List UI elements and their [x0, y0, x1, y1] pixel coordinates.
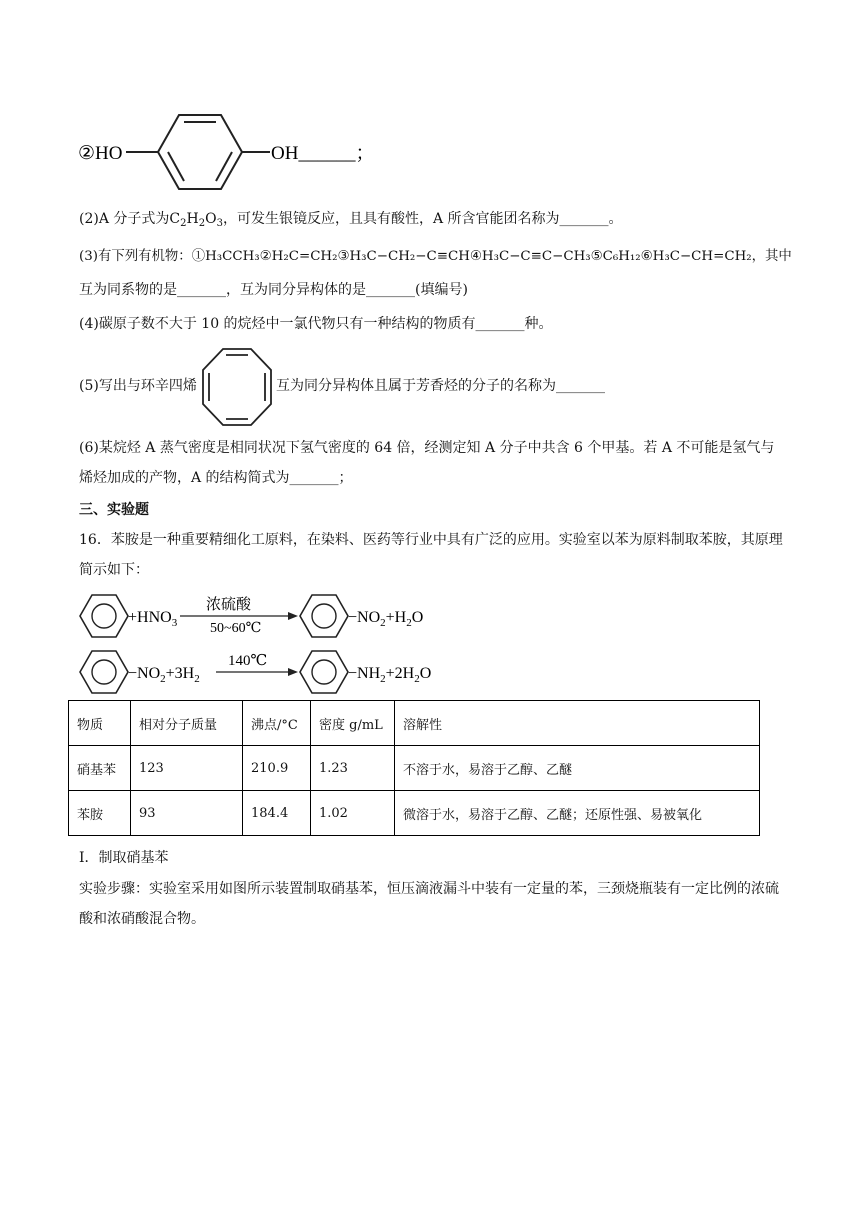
- table-cell: 210.9: [243, 746, 311, 791]
- reaction-1: [76, 592, 456, 642]
- table-cell: 93: [131, 791, 243, 836]
- table-row: [69, 746, 760, 791]
- item2-suffix: OH______；: [271, 143, 375, 164]
- header-cell: 沸点/°C: [243, 701, 311, 746]
- section-I-title: I．制取硝基苯: [79, 850, 169, 866]
- q15-part2-a: (2)A 分子式为: [79, 211, 170, 227]
- table-cell: 1.02: [311, 791, 395, 836]
- table-header-row: [69, 701, 760, 746]
- item2-prefix: ②HO: [78, 143, 123, 164]
- q16-steps: 实验步骤：实验室采用如图所示装置制取硝基苯，恒压滴液漏斗中装有一定量的苯，三颈烧瓶装有一定比例的浓硫酸和浓硝酸混合物。: [79, 881, 779, 927]
- section-title: 三、实验题: [79, 502, 149, 518]
- rxn1-condition-bottom: 50~60℃: [210, 621, 262, 636]
- q15-part5-a: (5)写出与环辛四烯: [79, 378, 197, 394]
- q15-part2-formula: $C_2H_2O_3$: [169, 211, 223, 229]
- q15-part3-line2: 互为同系物的是_______，互为同分异构体的是_______(填编号): [79, 282, 468, 298]
- q15-part2: [79, 209, 623, 229]
- q16-intro: 16．苯胺是一种重要精细化工原料，在染料、医药等行业中具有广泛的应用。实验室以苯为原料制取苯胺，其原理简示如下：: [79, 532, 783, 578]
- rxn1-product: $-NO_2+H_2O$: [348, 609, 424, 629]
- q15-part5-b: 互为同分异构体且属于芳香烃的分子的名称为_______: [276, 378, 605, 394]
- q15-part2-b: ，可发生银镜反应，且具有酸性，A 所含官能团名称为_______。: [222, 211, 623, 227]
- table-cell: 苯胺: [69, 791, 131, 836]
- rxn1-condition-top: 浓硫酸: [206, 597, 252, 613]
- reaction-2: [76, 648, 456, 698]
- header-cell: 密度 g/mL: [311, 701, 395, 746]
- header-cell: 物质: [69, 701, 131, 746]
- q15-part4: (4)碳原子数不大于 10 的烷烃中一氯代物只有一种结构的物质有_______种。: [79, 316, 553, 332]
- rxn1-reagent: $+HNO_3$: [128, 609, 178, 629]
- table-cell: 123: [131, 746, 243, 791]
- header-cell: 溶解性: [395, 701, 760, 746]
- table-cell: 1.23: [311, 746, 395, 791]
- table-cell: 184.4: [243, 791, 311, 836]
- rxn2-product: $-NH_2+2H_2O$: [348, 665, 432, 685]
- hydroquinone-structure: [76, 105, 396, 195]
- rxn2-reagent: $-NO_2+3H_2$: [128, 665, 200, 685]
- properties-table: [68, 700, 760, 836]
- q15-part6: (6)某烷烃 A 蒸气密度是相同状况下氢气密度的 64 倍，经测定知 A 分子中共含 6 个甲基。若 A 不可能是氢气与烯烃加成的产物，A 的结构简式为_______；: [79, 440, 775, 486]
- table-cell: 硝基苯: [69, 746, 131, 791]
- table-row: [69, 791, 760, 836]
- q15-part3-line1: (3)有下列有机物：①H₃CCH₃②H₂C=CH₂③H₃C−CH₂−C≡CH④H₃C−C≡C−CH₃⑤C₆H₁₂⑥H₃C−CH=CH₂，其中: [79, 249, 792, 264]
- table-cell: 微溶于水，易溶于乙醇、乙醚；还原性强、易被氧化: [395, 791, 760, 836]
- table-cell: 不溶于水，易溶于乙醇、乙醚: [395, 746, 760, 791]
- header-cell: 相对分子质量: [131, 701, 243, 746]
- cyclooctatetraene-structure: [200, 346, 274, 428]
- rxn2-condition-top: 140℃: [228, 653, 268, 669]
